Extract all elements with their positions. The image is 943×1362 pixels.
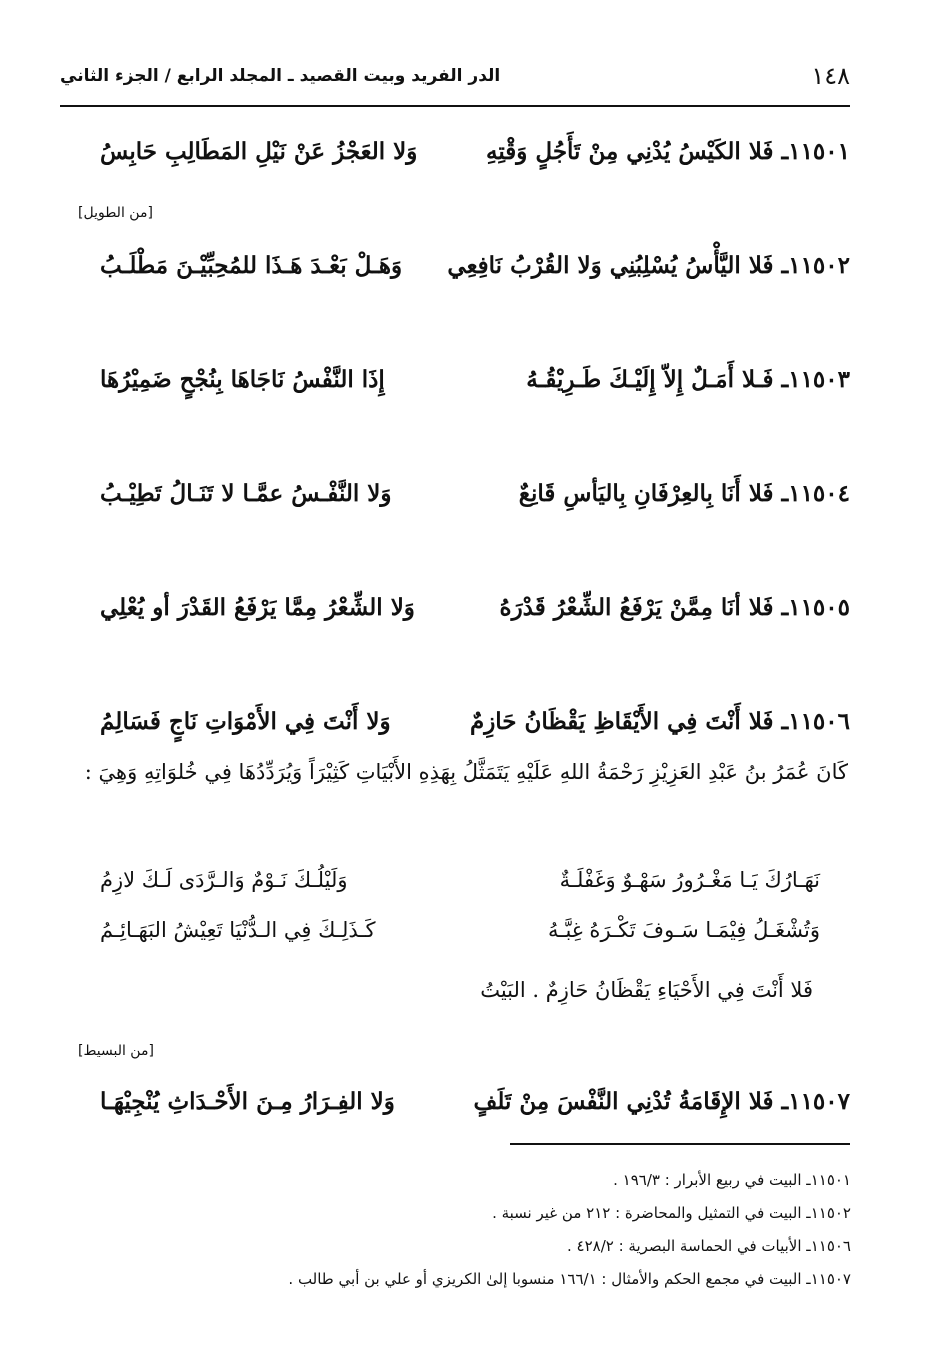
verse-second-hemistich: وَلَيْلُـكَ نَـوْمٌ وَالـرَّدَى لَـكَ لازِمُ [100,868,348,892]
footnote: ١١٥٠٧ـ البيت في مجمع الحكم والأمثال : ١٦٦/١ منسوبا إلىٰ الكريزي أو علي بن أبي طالب . [288,1270,851,1288]
verse-first-hemistich: ١١٥٠٤ـ فَلا أَنَا بِالعِرْفَانِ بِاليَأسِ قَانِعٌ [518,480,850,507]
verse-first-hemistich: ١١٥٠٧ـ فَلا الإِقَامَةُ تُدْنِي النَّفْسَ مِنْ تَلَفٍ [473,1088,850,1115]
verse-number: ١١٥٠١ـ [781,138,850,165]
footnote: ١١٥٠١ـ البيت في ربيع الأبرار : ١٩٦/٣ . [613,1171,851,1189]
verse-number: ١١٥٠٤ـ [781,480,850,507]
footnote: ١١٥٠٦ـ الأبيات في الحماسة البصرية : ٤٢٨/٢ . [566,1237,851,1255]
verse-11506 [100,708,850,748]
verse-second-hemistich: وَلا الشِّعْرُ مِمَّا يَرْفَعُ القَدْرَ أو يُعْلِي [100,594,415,621]
verse-first-hemistich: ١١٥٠١ـ فَلا الكَيْسُ يُدْنِي مِنْ تَأَجُلٍ وَقْتِهِ [486,138,850,165]
footnote-rule [510,1143,850,1145]
quote-line: فَلا أَنْتَ فِي الأَحْيَاءِ يَقْظَانُ حَازِمٌ . البَيْتُ [480,978,813,1002]
header-rule [60,105,850,107]
verse-second-hemistich: وَهَـلْ بَعْـدَ هَـذَا للمُحِبِّيْـنَ مَطْلَـبُ [100,252,403,279]
verse-second-hemistich: وَلا العَجْزُ عَنْ نَيْلِ المَطَالِبِ حَابِسُ [100,138,418,165]
footnotes [91,1165,851,1297]
verse-number: ١١٥٠٦ـ [781,708,850,735]
verse-first-hemistich: وَتُشْغَـلُ فِيْمَـا سَـوفَ تَكْـرَهُ غِبَّـهُ [548,918,820,942]
verse-11507 [100,1088,850,1128]
meter-label: [من البسيط] [78,1043,154,1059]
verse-second-hemistich: إِذَا النَّفْسُ نَاجَاهَا بِنُجْحٍ ضَمِيْرُهَا [100,366,385,393]
verse-11501 [100,138,850,178]
quoted-verse-2 [100,918,820,954]
verse-number: ١١٥٠٥ـ [781,594,850,621]
quoted-verse-1 [100,868,820,904]
commentary-paragraph: كَانَ عُمَرُ بنُ عَبْدِ العَزِيْزِ رَحْمَةُ اللهِ عَلَيْهِ يَتَمَثَّلُ بِهَذِهِ الأَبْيَاتِ كَثِيْرَاً وَيُرَدِّدُهَا فِي خُلوَاتِهِ وَهِيَ : [84,760,848,784]
page-header [60,60,850,100]
verse-11505 [100,594,850,634]
footnote: ١١٥٠٢ـ البيت في التمثيل والمحاضرة : ٢١٢ من غير نسبة . [492,1204,851,1222]
verse-second-hemistich: كَـذَلِـكَ فِي الـدُّنْيَا تَعِيْشُ البَهَـائِـمُ [100,918,376,942]
verse-first-hemistich: ١١٥٠٣ـ فَـلا أَمَـلٌ إِلاّ إِلَيْـكَ طَـرِيْقُـهُ [526,366,850,393]
meter-label: [من الطويل] [78,205,153,221]
page-number: ١٤٨ [811,62,850,90]
verse-number: ١١٥٠٢ـ [781,252,850,279]
verse-11503 [100,366,850,406]
verse-11502 [100,252,850,292]
verse-first-hemistich: ١١٥٠٥ـ فَلا أنَا مِمَّنْ يَرْفَعُ الشِّعْرُ قَدْرَهُ [499,594,850,621]
verse-first-hemistich: ١١٥٠٦ـ فَلا أَنْتَ فِي الأَيْقَاظِ يَقْظَانُ حَازِمٌ [469,708,850,735]
verse-second-hemistich: وَلا النَّفْـسُ عمَّـا لا تَنَـالُ تَطِيْـبُ [100,480,392,507]
verse-second-hemistich: وَلا الفِـرَارُ مِـنَ الأَحْـدَاثِ يُنْجِيْهَـا [100,1088,395,1115]
verse-11504 [100,480,850,520]
verse-number: ١١٥٠٣ـ [781,366,850,393]
verse-first-hemistich: ١١٥٠٢ـ فَلا اليَّأْسُ يُسْلِبُنِي وَلا القُرْبُ نَافِعِي [447,252,850,279]
verse-first-hemistich: نَهَـارُكَ يَـا مَغْـرُورُ سَهْـوٌ وَغَفْلَـةٌ [559,868,820,892]
running-title: الدر الفريد وبيت القصيد ـ المجلد الرابع / الجزء الثاني [60,66,501,86]
verse-number: ١١٥٠٧ـ [781,1088,850,1115]
verse-second-hemistich: وَلا أَنْتَ فِي الأَمْوَاتِ نَاجٍ فَسَالِمُ [100,708,391,735]
